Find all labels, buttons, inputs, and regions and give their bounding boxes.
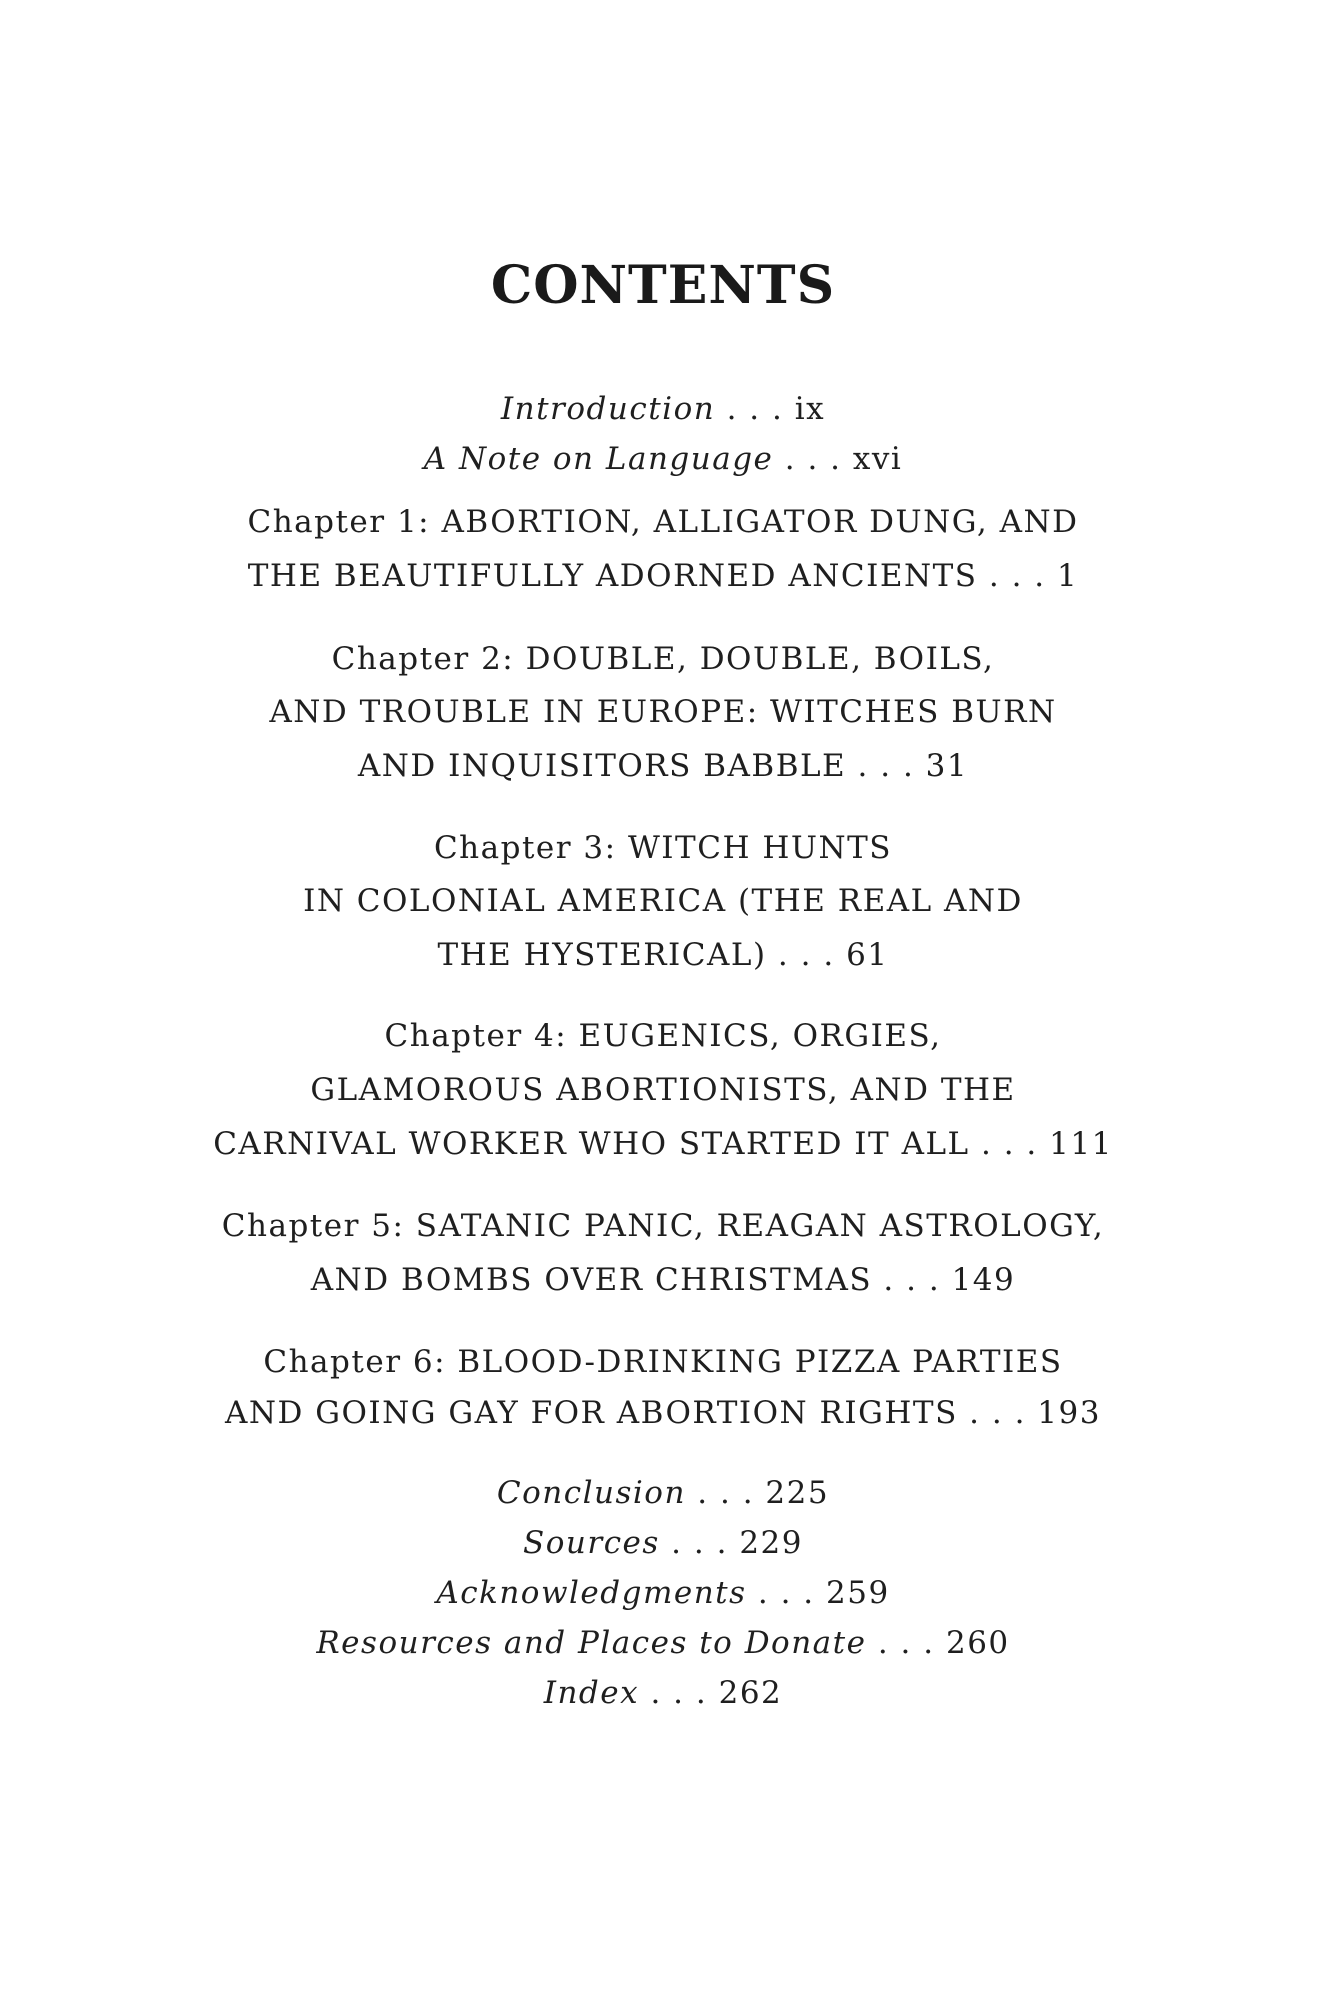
toc-entry-resources[interactable] [0, 1625, 1326, 1661]
toc-entry-introduction[interactable] [0, 391, 1326, 427]
toc-entry-label: AND GOING GAY FOR ABORTION RIGHTS [225, 1395, 958, 1431]
toc-entry-label: CARNIVAL WORKER WHO STARTED IT ALL [213, 1126, 970, 1162]
toc-dots: . . . [659, 1525, 740, 1561]
toc-page-number: 149 [951, 1262, 1016, 1298]
toc-entry-label: Acknowledgments [436, 1575, 747, 1611]
toc-entry-index[interactable] [0, 1675, 1326, 1711]
toc-entry-label: THE BEAUTIFULLY ADORNED ANCIENTS [247, 558, 978, 594]
toc-page-number: 193 [1037, 1395, 1101, 1431]
toc-page-number: 31 [925, 748, 969, 784]
toc-dots: . . . [846, 748, 926, 784]
toc-page-number: 225 [765, 1475, 830, 1511]
toc-page-number: ix [794, 391, 826, 427]
toc-dots: . . . [872, 1262, 952, 1298]
toc-chapter-3-line-2[interactable]: IN COLONIAL AMERICA (THE REAL AND [303, 883, 1023, 919]
toc-chapter-6-line-1[interactable]: Chapter 6: BLOOD-DRINKING PIZZA PARTIES [263, 1344, 1063, 1380]
toc-page-number: 259 [826, 1575, 890, 1611]
toc-chapter-4-line-2[interactable]: GLAMOROUS ABORTIONISTS, AND THE [310, 1072, 1016, 1108]
toc-entry-label: THE HYSTERICAL) [437, 937, 767, 973]
toc-chapter-4-line-1[interactable]: Chapter 4: EUGENICS, ORGIES, [384, 1018, 942, 1054]
toc-chapter-4-line-3[interactable] [0, 1126, 1326, 1162]
toc-dots: . . . [866, 1625, 946, 1661]
toc-dots: . . . [685, 1475, 766, 1511]
toc-chapter-3-line-1[interactable]: Chapter 3: WITCH HUNTS [433, 830, 893, 866]
toc-chapter-2-line-3[interactable] [0, 748, 1326, 784]
toc-chapter-1-line-1[interactable]: Chapter 1: ABORTION, ALLIGATOR DUNG, AND [247, 504, 1079, 540]
toc-dots: . . . [746, 1575, 827, 1611]
toc-page-number: xvi [852, 441, 903, 477]
toc-page-number: 61 [846, 937, 889, 973]
toc-entry-label: Index [543, 1675, 640, 1711]
toc-dots: . . . [977, 558, 1058, 594]
toc-entry-label: Conclusion [496, 1475, 686, 1511]
toc-dots: . . . [766, 937, 847, 973]
toc-page-number: 111 [1049, 1126, 1113, 1162]
toc-chapter-5-line-1[interactable]: Chapter 5: SATANIC PANIC, REAGAN ASTROLOGY, [221, 1208, 1105, 1244]
toc-page-number: 1 [1057, 558, 1079, 594]
toc-entry-label: AND INQUISITORS BABBLE [357, 748, 847, 784]
toc-dots: . . . [969, 1126, 1050, 1162]
toc-dots: . . . [773, 441, 853, 477]
toc-entry-label: Resources and Places to Donate [316, 1625, 867, 1661]
toc-entry-acknowledgments[interactable] [0, 1575, 1326, 1611]
toc-entry-note-on-language[interactable] [0, 441, 1326, 477]
toc-entry-conclusion[interactable] [0, 1475, 1326, 1511]
toc-entry-sources[interactable] [0, 1525, 1326, 1561]
toc-dots: . . . [715, 391, 795, 427]
toc-entry-label: Introduction [500, 391, 716, 427]
toc-chapter-3-line-3[interactable] [0, 937, 1326, 973]
toc-entry-label: AND BOMBS OVER CHRISTMAS [310, 1262, 873, 1298]
toc-page-number: 260 [945, 1625, 1010, 1661]
toc-chapter-1-line-2[interactable] [0, 558, 1326, 594]
toc-chapter-5-line-2[interactable] [0, 1262, 1326, 1298]
toc-chapter-2-line-1[interactable]: Chapter 2: DOUBLE, DOUBLE, BOILS, [331, 641, 995, 677]
toc-page-number: 262 [718, 1675, 783, 1711]
toc-entry-label: A Note on Language [423, 441, 774, 477]
toc-dots: . . . [639, 1675, 719, 1711]
toc-chapter-6-line-2[interactable] [0, 1395, 1326, 1431]
toc-dots: . . . [957, 1395, 1038, 1431]
toc-chapter-2-line-2[interactable]: AND TROUBLE IN EUROPE: WITCHES BURN [269, 694, 1057, 730]
page-title: CONTENTS [490, 255, 836, 316]
toc-page-number: 229 [739, 1525, 803, 1561]
toc-entry-label: Sources [523, 1525, 660, 1561]
